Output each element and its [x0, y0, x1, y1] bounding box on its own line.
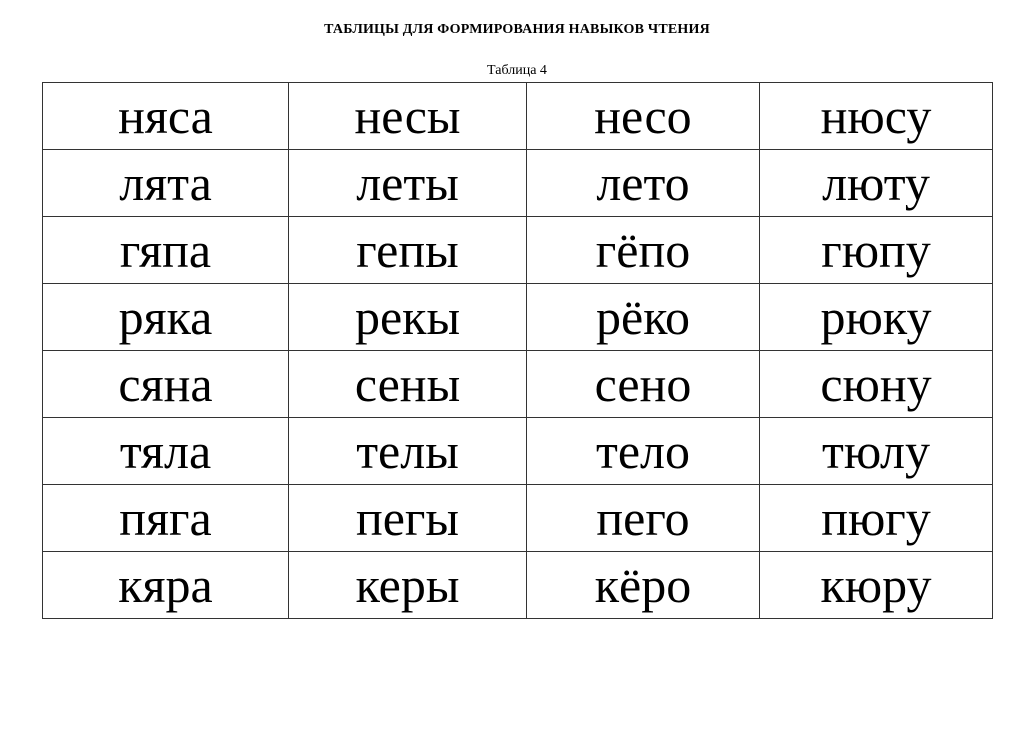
table-row — [43, 150, 993, 217]
reading-table — [42, 82, 993, 619]
table-row — [43, 217, 993, 284]
word-cell: люту — [760, 150, 993, 217]
word-cell: гюпу — [760, 217, 993, 284]
word-cell: сено — [527, 351, 760, 418]
table-caption: Таблица 4 — [487, 63, 547, 78]
word-cell: пегы — [289, 485, 527, 552]
word-cell: лята — [43, 150, 289, 217]
word-cell: несо — [527, 83, 760, 150]
table-row — [43, 83, 993, 150]
word-cell: сяна — [43, 351, 289, 418]
word-cell: пего — [527, 485, 760, 552]
word-cell: кюру — [760, 552, 993, 619]
word-cell: несы — [289, 83, 527, 150]
word-cell: гепы — [289, 217, 527, 284]
word-cell: леты — [289, 150, 527, 217]
word-cell: тяла — [43, 418, 289, 485]
word-cell: пюгу — [760, 485, 993, 552]
table-row — [43, 485, 993, 552]
word-cell: лето — [527, 150, 760, 217]
word-cell: тело — [527, 418, 760, 485]
word-cell: рёко — [527, 284, 760, 351]
word-cell: ряка — [43, 284, 289, 351]
word-cell: пяга — [43, 485, 289, 552]
table-row — [43, 418, 993, 485]
table-row — [43, 552, 993, 619]
page-title: ТАБЛИЦЫ ДЛЯ ФОРМИРОВАНИЯ НАВЫКОВ ЧТЕНИЯ — [324, 22, 710, 37]
word-cell: рекы — [289, 284, 527, 351]
word-cell: тюлу — [760, 418, 993, 485]
word-cell: керы — [289, 552, 527, 619]
table-row — [43, 351, 993, 418]
word-cell: сены — [289, 351, 527, 418]
word-cell: нюсу — [760, 83, 993, 150]
word-cell: кяра — [43, 552, 289, 619]
word-cell: кёро — [527, 552, 760, 619]
word-cell: телы — [289, 418, 527, 485]
word-cell: гяпа — [43, 217, 289, 284]
word-cell: рюку — [760, 284, 993, 351]
table-row — [43, 284, 993, 351]
word-cell: гёпо — [527, 217, 760, 284]
word-cell: сюну — [760, 351, 993, 418]
word-cell: няса — [43, 83, 289, 150]
